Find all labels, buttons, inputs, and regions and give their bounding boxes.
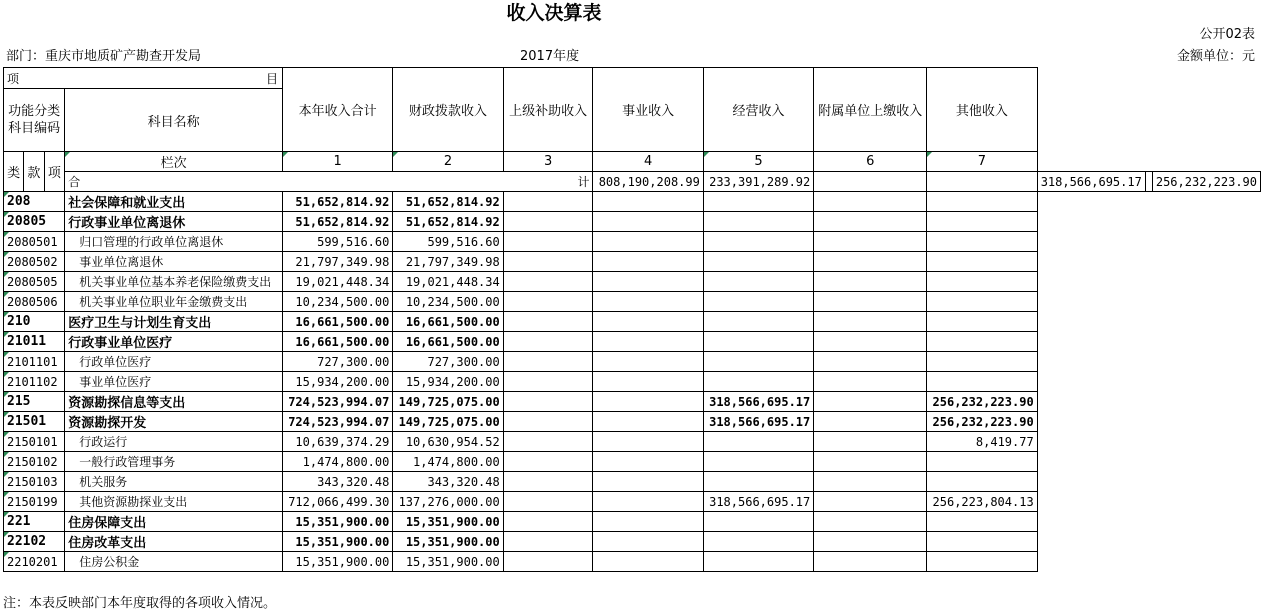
row-value-2: 1,474,800.00 xyxy=(393,452,503,472)
row-code: 2101101 xyxy=(4,352,65,372)
table-row xyxy=(4,272,1261,292)
row-value-2: 51,652,814.92 xyxy=(393,212,503,232)
row-name: 行政事业单位医疗 xyxy=(65,332,283,352)
col-no-5: 5 xyxy=(703,152,813,172)
row-value-4 xyxy=(593,532,703,552)
header-row-3 xyxy=(4,152,1261,172)
row-name: 机关事业单位职业年金缴费支出 xyxy=(65,292,283,312)
row-value-1: 724,523,994.07 xyxy=(282,412,392,432)
row-value-1: 15,351,900.00 xyxy=(282,512,392,532)
total-cell-4 xyxy=(927,172,1038,192)
row-value-7: 256,223,804.13 xyxy=(927,492,1038,512)
row-value-3 xyxy=(503,552,593,572)
col-header-2: 财政拨款收入 xyxy=(393,68,503,152)
col-no-1: 1 xyxy=(282,152,392,172)
row-value-5 xyxy=(703,212,813,232)
row-value-4 xyxy=(593,392,703,412)
row-value-4 xyxy=(593,552,703,572)
row-value-7 xyxy=(927,372,1038,392)
row-code: 2080501 xyxy=(4,232,65,252)
row-value-6 xyxy=(814,512,927,532)
row-value-4 xyxy=(593,312,703,332)
col-no-2: 2 xyxy=(393,152,503,172)
row-value-6 xyxy=(814,412,927,432)
row-value-7 xyxy=(927,292,1038,312)
col-header-7: 其他收入 xyxy=(927,68,1038,152)
row-value-1: 727,300.00 xyxy=(282,352,392,372)
func-code-header: 功能分类科目编码 xyxy=(4,89,65,152)
row-value-5 xyxy=(703,512,813,532)
row-value-7 xyxy=(927,252,1038,272)
row-value-2: 16,661,500.00 xyxy=(393,332,503,352)
col-header-6: 附属单位上缴收入 xyxy=(814,68,927,152)
row-value-3 xyxy=(503,332,593,352)
row-name: 社会保障和就业支出 xyxy=(65,192,283,212)
row-name: 行政单位医疗 xyxy=(65,352,283,372)
row-value-6 xyxy=(814,432,927,452)
total-cell-7: 256,232,223.90 xyxy=(1152,172,1260,192)
row-value-4 xyxy=(593,252,703,272)
row-value-3 xyxy=(503,212,593,232)
total-row xyxy=(4,172,1261,192)
row-value-1: 599,516.60 xyxy=(282,232,392,252)
row-code: 215 xyxy=(4,392,65,412)
row-value-2: 15,351,900.00 xyxy=(393,552,503,572)
row-value-2: 343,320.48 xyxy=(393,472,503,492)
row-value-1: 343,320.48 xyxy=(282,472,392,492)
row-value-7 xyxy=(927,232,1038,252)
row-value-2: 16,661,500.00 xyxy=(393,312,503,332)
header-row-1 xyxy=(4,68,1261,89)
row-value-6 xyxy=(814,532,927,552)
row-value-4 xyxy=(593,452,703,472)
col-header-5: 经营收入 xyxy=(703,68,813,152)
row-code: 2101102 xyxy=(4,372,65,392)
row-value-4 xyxy=(593,272,703,292)
row-name: 行政运行 xyxy=(65,432,283,452)
row-value-3 xyxy=(503,412,593,432)
table-row xyxy=(4,212,1261,232)
row-value-4 xyxy=(593,432,703,452)
row-value-4 xyxy=(593,212,703,232)
row-value-7: 256,232,223.90 xyxy=(927,412,1038,432)
row-code: 2150103 xyxy=(4,472,65,492)
row-value-5 xyxy=(703,372,813,392)
row-value-6 xyxy=(814,372,927,392)
row-value-5 xyxy=(703,292,813,312)
year-label: 2017年度 xyxy=(520,49,580,64)
row-value-1: 15,351,900.00 xyxy=(282,532,392,552)
col-no-7: 7 xyxy=(927,152,1038,172)
table-row xyxy=(4,472,1261,492)
page-title: 收入决算表 xyxy=(506,2,602,24)
table-row xyxy=(4,312,1261,332)
table-row xyxy=(4,372,1261,392)
row-value-2: 727,300.00 xyxy=(393,352,503,372)
row-name: 医疗卫生与计划生育支出 xyxy=(65,312,283,332)
row-value-1: 724,523,994.07 xyxy=(282,392,392,412)
row-value-5 xyxy=(703,472,813,492)
row-value-7 xyxy=(927,472,1038,492)
row-code: 221 xyxy=(4,512,65,532)
row-code: 2210201 xyxy=(4,552,65,572)
row-value-1: 16,661,500.00 xyxy=(282,332,392,352)
row-name: 机关事业单位基本养老保险缴费支出 xyxy=(65,272,283,292)
table-row xyxy=(4,412,1261,432)
mu-label: 目 xyxy=(265,72,278,86)
row-value-5 xyxy=(703,192,813,212)
row-value-7: 256,232,223.90 xyxy=(927,392,1038,412)
row-value-4 xyxy=(593,192,703,212)
row-name: 归口管理的行政单位离退休 xyxy=(65,232,283,252)
row-value-3 xyxy=(503,432,593,452)
row-value-4 xyxy=(593,372,703,392)
row-name: 机关服务 xyxy=(65,472,283,492)
row-value-6 xyxy=(814,212,927,232)
row-value-3 xyxy=(503,492,593,512)
xiangmu-header-cell xyxy=(4,68,283,89)
row-name: 资源勘探开发 xyxy=(65,412,283,432)
row-value-4 xyxy=(593,492,703,512)
row-value-3 xyxy=(503,452,593,472)
row-value-1: 51,652,814.92 xyxy=(282,212,392,232)
total-cell-6 xyxy=(1145,172,1152,192)
row-code: 2150199 xyxy=(4,492,65,512)
footnote: 注：本表反映部门本年度取得的各项收入情况。 xyxy=(3,596,277,611)
row-name: 事业单位离退休 xyxy=(65,252,283,272)
row-value-2: 19,021,448.34 xyxy=(393,272,503,292)
row-name: 资源勘探信息等支出 xyxy=(65,392,283,412)
table-row xyxy=(4,232,1261,252)
table-row xyxy=(4,452,1261,472)
row-value-1: 712,066,499.30 xyxy=(282,492,392,512)
row-value-7 xyxy=(927,552,1038,572)
row-value-5: 318,566,695.17 xyxy=(703,392,813,412)
row-value-4 xyxy=(593,352,703,372)
row-value-3 xyxy=(503,252,593,272)
row-value-2: 15,934,200.00 xyxy=(393,372,503,392)
row-value-7 xyxy=(927,352,1038,372)
row-name: 一般行政管理事务 xyxy=(65,452,283,472)
row-code: 2080506 xyxy=(4,292,65,312)
col-header-4: 事业收入 xyxy=(593,68,703,152)
row-code: 2150102 xyxy=(4,452,65,472)
row-value-6 xyxy=(814,272,927,292)
row-value-5 xyxy=(703,452,813,472)
table-row xyxy=(4,292,1261,312)
row-value-7 xyxy=(927,452,1038,472)
row-name: 其他资源勘探业支出 xyxy=(65,492,283,512)
row-name: 行政事业单位离退休 xyxy=(65,212,283,232)
total-cell-5: 318,566,695.17 xyxy=(1037,172,1145,192)
row-value-7 xyxy=(927,272,1038,292)
row-code: 208 xyxy=(4,192,65,212)
table-row xyxy=(4,352,1261,372)
row-value-2: 21,797,349.98 xyxy=(393,252,503,272)
row-value-1: 15,934,200.00 xyxy=(282,372,392,392)
row-value-5 xyxy=(703,352,813,372)
xiang-header: 项 xyxy=(44,152,65,192)
ji-label: 计 xyxy=(577,175,590,189)
row-name: 住房改革支出 xyxy=(65,532,283,552)
row-code: 2080502 xyxy=(4,252,65,272)
row-value-6 xyxy=(814,352,927,372)
row-value-2: 10,630,954.52 xyxy=(393,432,503,452)
row-value-2: 51,652,814.92 xyxy=(393,192,503,212)
row-value-7 xyxy=(927,212,1038,232)
row-value-1: 16,661,500.00 xyxy=(282,312,392,332)
total-cell-2: 233,391,289.92 xyxy=(703,172,813,192)
row-value-4 xyxy=(593,292,703,312)
row-value-5: 318,566,695.17 xyxy=(703,412,813,432)
row-value-3 xyxy=(503,532,593,552)
row-value-6 xyxy=(814,232,927,252)
row-value-3 xyxy=(503,312,593,332)
row-name: 事业单位医疗 xyxy=(65,372,283,392)
col-no-6: 6 xyxy=(814,152,927,172)
row-value-2: 599,516.60 xyxy=(393,232,503,252)
row-value-6 xyxy=(814,292,927,312)
col-no-3: 3 xyxy=(503,152,593,172)
row-value-3 xyxy=(503,232,593,252)
row-value-7 xyxy=(927,312,1038,332)
row-value-6 xyxy=(814,552,927,572)
col-header-1: 本年收入合计 xyxy=(282,68,392,152)
row-value-4 xyxy=(593,472,703,492)
row-value-3 xyxy=(503,392,593,412)
row-value-4 xyxy=(593,332,703,352)
col-header-3: 上级补助收入 xyxy=(503,68,593,152)
xiang-label: 项 xyxy=(7,71,20,86)
row-code: 20805 xyxy=(4,212,65,232)
row-value-7 xyxy=(927,532,1038,552)
row-value-2: 15,351,900.00 xyxy=(393,532,503,552)
row-value-5 xyxy=(703,532,813,552)
row-value-5 xyxy=(703,232,813,252)
subject-name-header: 科目名称 xyxy=(65,89,283,152)
row-value-5 xyxy=(703,432,813,452)
row-value-6 xyxy=(814,332,927,352)
row-value-6 xyxy=(814,312,927,332)
table-row xyxy=(4,552,1261,572)
row-value-3 xyxy=(503,472,593,492)
table-row xyxy=(4,392,1261,412)
row-value-3 xyxy=(503,512,593,532)
row-value-6 xyxy=(814,452,927,472)
row-value-1: 10,639,374.29 xyxy=(282,432,392,452)
total-cell-3 xyxy=(814,172,927,192)
row-value-4 xyxy=(593,232,703,252)
row-value-3 xyxy=(503,272,593,292)
row-value-3 xyxy=(503,292,593,312)
table-row xyxy=(4,332,1261,352)
row-value-5 xyxy=(703,272,813,292)
row-value-5 xyxy=(703,332,813,352)
row-value-4 xyxy=(593,412,703,432)
table-row xyxy=(4,252,1261,272)
form-number: 公开02表 xyxy=(1199,27,1255,42)
row-value-5 xyxy=(703,312,813,332)
row-value-3 xyxy=(503,192,593,212)
row-code: 2150101 xyxy=(4,432,65,452)
total-cell-1: 808,190,208.99 xyxy=(593,172,703,192)
row-value-2: 10,234,500.00 xyxy=(393,292,503,312)
row-value-2: 15,351,900.00 xyxy=(393,512,503,532)
row-value-5: 318,566,695.17 xyxy=(703,492,813,512)
income-table xyxy=(3,67,1261,572)
table-row xyxy=(4,432,1261,452)
row-value-1: 21,797,349.98 xyxy=(282,252,392,272)
row-code: 22102 xyxy=(4,532,65,552)
row-value-2: 137,276,000.00 xyxy=(393,492,503,512)
department-label: 部门：重庆市地质矿产勘查开发局 xyxy=(6,49,202,64)
row-value-6 xyxy=(814,392,927,412)
row-value-5 xyxy=(703,252,813,272)
row-code: 210 xyxy=(4,312,65,332)
row-code: 21501 xyxy=(4,412,65,432)
he-label: 合 xyxy=(68,175,81,189)
row-value-1: 15,351,900.00 xyxy=(282,552,392,572)
row-value-4 xyxy=(593,512,703,532)
total-label-cell xyxy=(65,172,593,192)
row-value-6 xyxy=(814,192,927,212)
row-value-6 xyxy=(814,472,927,492)
unit-label: 金额单位：元 xyxy=(1176,49,1255,64)
row-name: 住房保障支出 xyxy=(65,512,283,532)
lanci-header: 栏次 xyxy=(65,152,283,172)
row-value-6 xyxy=(814,492,927,512)
lei-header: 类 xyxy=(4,152,24,192)
row-value-5 xyxy=(703,552,813,572)
row-value-2: 149,725,075.00 xyxy=(393,412,503,432)
row-name: 住房公积金 xyxy=(65,552,283,572)
kuan-header: 款 xyxy=(24,152,44,192)
table-row xyxy=(4,512,1261,532)
row-value-7 xyxy=(927,192,1038,212)
row-code: 2080505 xyxy=(4,272,65,292)
row-value-7 xyxy=(927,512,1038,532)
row-value-6 xyxy=(814,252,927,272)
row-value-1: 1,474,800.00 xyxy=(282,452,392,472)
row-value-2: 149,725,075.00 xyxy=(393,392,503,412)
col-no-4: 4 xyxy=(593,152,703,172)
row-value-7: 8,419.77 xyxy=(927,432,1038,452)
row-value-1: 10,234,500.00 xyxy=(282,292,392,312)
row-code: 21011 xyxy=(4,332,65,352)
table-row xyxy=(4,532,1261,552)
row-value-7 xyxy=(927,332,1038,352)
row-value-3 xyxy=(503,352,593,372)
table-row xyxy=(4,492,1261,512)
row-value-1: 19,021,448.34 xyxy=(282,272,392,292)
row-value-3 xyxy=(503,372,593,392)
table-row xyxy=(4,192,1261,212)
row-value-1: 51,652,814.92 xyxy=(282,192,392,212)
